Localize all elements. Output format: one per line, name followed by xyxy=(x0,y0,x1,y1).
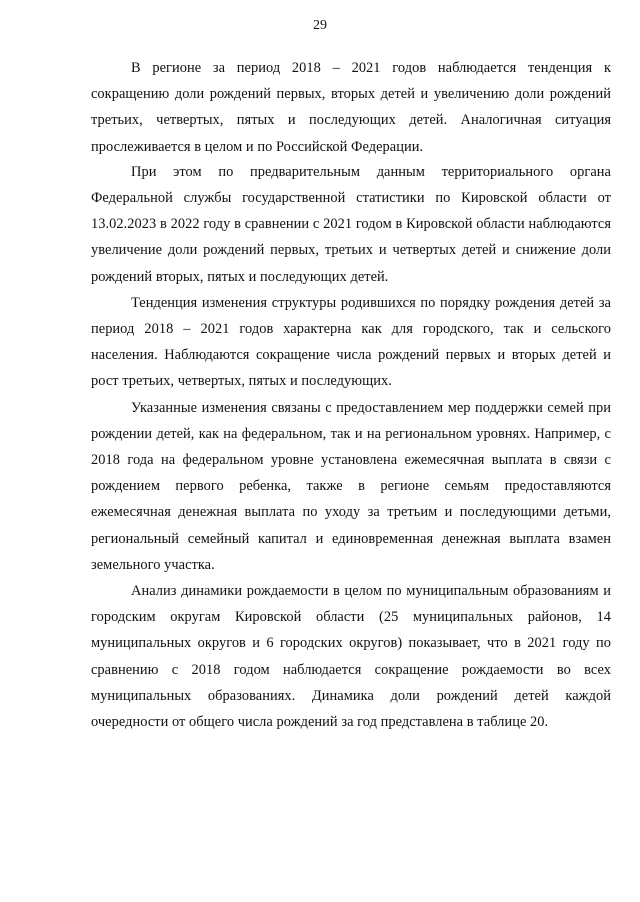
document-body xyxy=(91,55,611,735)
paragraph-1: В регионе за период 2018 – 2021 годов наблюдается тенденция к сокращению доли рождений первых, вторых детей и увеличению доли рождений третьих, четвертых, пятых и последующих детей. Аналогичная ситуация прослеживается в целом и по Российской Федерации. xyxy=(91,60,611,155)
paragraph-3: Тенденция изменения структуры родившихся по порядку рождения детей за период 2018 – 2021 годов характерна как для городского, так и сельского населения. Наблюдаются сокращение числа рождений первых и вторых детей и рост третьих, четвертых, пятых и последующих. xyxy=(91,294,611,390)
paragraph-4: Указанные изменения связаны с предоставлением мер поддержки семей при рождении детей, как на федеральном, так и на региональном уровнях. Например, с 2018 года на федеральном уровне установлена ежемесячная выплата в связи с рождением первого ребенка, также в регионе семьям предоставляются ежемесячная денежная выплата по уходу за третьим и последующими детьми, региональный семейный капитал и единовременная денежная выплата взамен земельного участка. xyxy=(91,399,611,573)
paragraph-5: Анализ динамики рождаемости в целом по муниципальным образованиям и городским округам Кировской области (25 муниципальных районов, 14 муниципальных округов и 6 городских округов) показывает, что в 2021 году по сравнению с 2018 годом наблюдается сокращение рождаемости во всех муниципальных образованиях. Динамика доли рождений детей каждой очередности от общего числа рождений за год представлена в таблице 20. xyxy=(91,583,611,731)
page-number: 29 xyxy=(313,18,327,33)
paragraph-2: При этом по предварительным данным территориального органа Федеральной службы государственной статистики по Кировской области от 13.02.2023 в 2022 году в сравнении с 2021 годом в Кировской области наблюдаются увеличение доли рождений первых, третьих и четвертых детей и снижение доли рождений вторых, пятых и последующих детей. xyxy=(91,163,611,285)
